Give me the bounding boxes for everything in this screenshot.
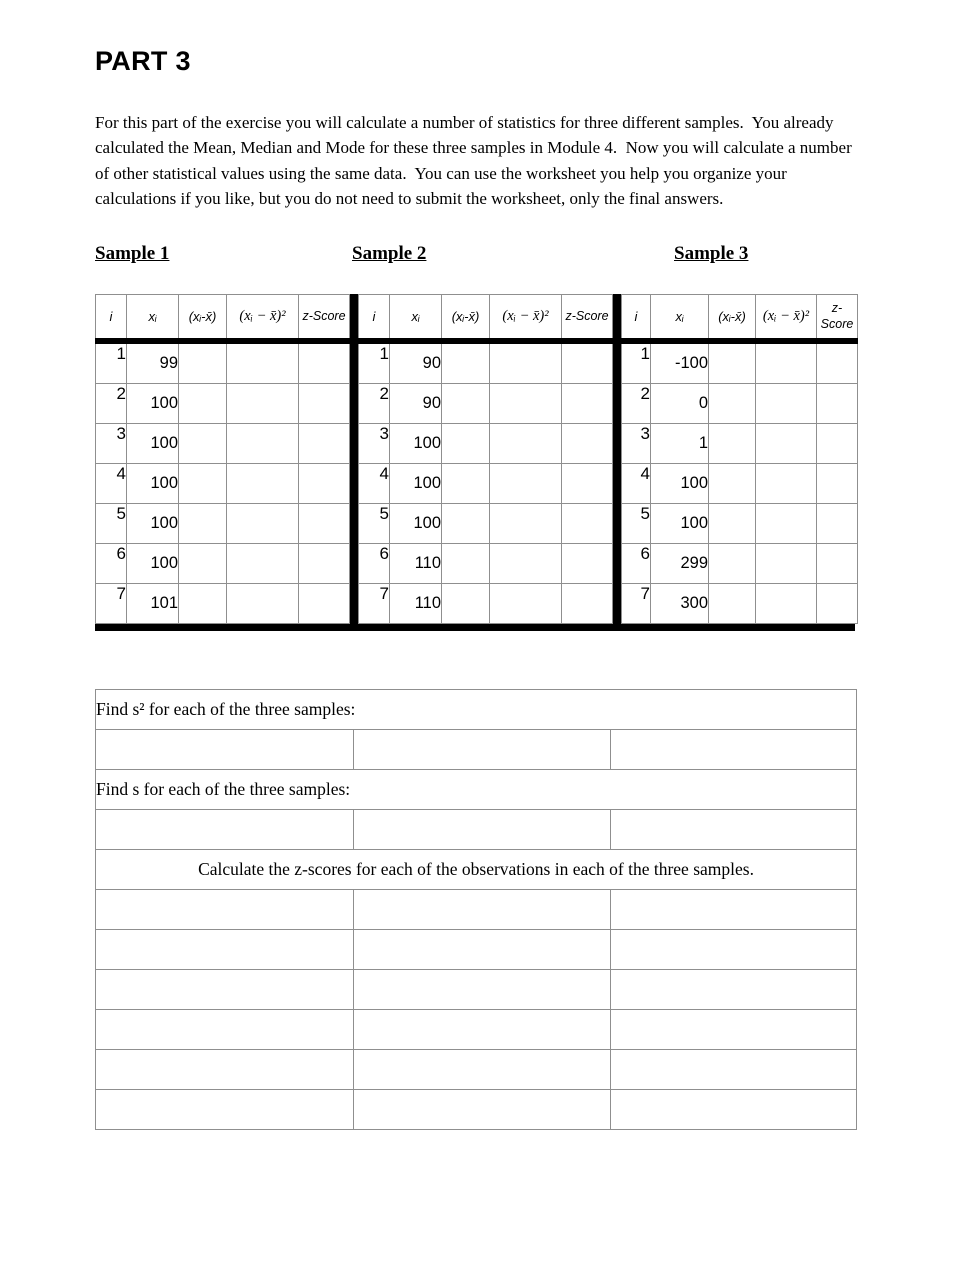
table-row [359, 341, 613, 384]
answers-blank-row [96, 890, 857, 930]
zscore-cell [299, 504, 350, 544]
header-col-deviation-squared: (xᵢ − x̄)² [756, 295, 817, 342]
xi-cell: 1 [651, 424, 709, 464]
answer-blank-cell [96, 810, 354, 850]
table-row [622, 584, 858, 624]
header-col-zscore: z-Score [817, 295, 858, 342]
intro-paragraph: For this part of the exercise you will calculate a number of statistics for three different samples. You already calculated the Mean, Median and Mode for these three samples in Module 4. Now you will calculate a number of other statistical values using the same data. You can use the worksheet you help you organize your calculations if you like, but you do not need to submit the worksheet, only the final answers. [95, 112, 856, 209]
zscore-cell [299, 341, 350, 384]
answers-table [95, 689, 857, 1130]
table-row [96, 464, 350, 504]
sample-2-heading: Sample 2 [352, 243, 427, 265]
zscore-cell [817, 504, 858, 544]
xi-cell: 100 [390, 424, 442, 464]
zscore-cell [299, 464, 350, 504]
answer-blank-cell [611, 890, 857, 930]
answers-prompt: Find s² for each of the three samples: [96, 690, 857, 730]
answers-label-row [96, 770, 857, 810]
i-cell: 3 [622, 424, 651, 464]
answers-blank-row [96, 970, 857, 1010]
zscore-cell [299, 424, 350, 464]
i-cell: 2 [96, 384, 127, 424]
i-cell: 7 [622, 584, 651, 624]
header-col-zscore: z-Score [562, 295, 613, 342]
header-col-xi: xᵢ [651, 295, 709, 342]
i-cell: 1 [96, 341, 127, 384]
xi-cell: 100 [127, 544, 179, 584]
xi-cell: 100 [127, 384, 179, 424]
deviation-cell [179, 464, 227, 504]
table-row [96, 544, 350, 584]
answer-blank-cell [611, 1010, 857, 1050]
i-cell: 5 [96, 504, 127, 544]
i-cell: 7 [359, 584, 390, 624]
table-row [359, 544, 613, 584]
answer-blank-cell [611, 970, 857, 1010]
header-col-i: i [359, 295, 390, 342]
table-separator-bar [350, 294, 358, 624]
table-row [622, 384, 858, 424]
header-col-i: i [622, 295, 651, 342]
deviation-squared-cell [490, 544, 562, 584]
zscore-cell [562, 341, 613, 384]
deviation-squared-cell [490, 504, 562, 544]
zscore-cell [299, 384, 350, 424]
deviation-cell [709, 464, 756, 504]
answer-blank-cell [96, 930, 354, 970]
i-cell: 7 [96, 584, 127, 624]
i-cell: 6 [96, 544, 127, 584]
i-cell: 2 [359, 384, 390, 424]
zscore-cell [817, 464, 858, 504]
xi-cell: 90 [390, 384, 442, 424]
xi-cell: 100 [127, 504, 179, 544]
deviation-squared-cell [490, 341, 562, 384]
header-col-deviation: (xᵢ-x̄) [709, 295, 756, 342]
answer-blank-cell [354, 970, 611, 1010]
deviation-cell [442, 384, 490, 424]
sample-3-table [621, 294, 858, 624]
i-cell: 5 [359, 504, 390, 544]
deviation-squared-cell [490, 464, 562, 504]
deviation-squared-cell [756, 424, 817, 464]
table-row [96, 424, 350, 464]
header-row [622, 295, 858, 342]
answers-blank-row [96, 1090, 857, 1130]
header-col-i: i [96, 295, 127, 342]
table-row [622, 544, 858, 584]
answer-blank-cell [354, 1010, 611, 1050]
xi-cell: 299 [651, 544, 709, 584]
table-row [359, 504, 613, 544]
deviation-squared-cell [227, 384, 299, 424]
zscore-cell [817, 424, 858, 464]
deviation-squared-cell [756, 504, 817, 544]
deviation-squared-cell [227, 544, 299, 584]
xi-cell: 100 [127, 424, 179, 464]
xi-cell: 110 [390, 584, 442, 624]
answers-label-row [96, 690, 857, 730]
deviation-squared-cell [227, 584, 299, 624]
xi-cell: -100 [651, 341, 709, 384]
answer-blank-cell [611, 1050, 857, 1090]
answer-blank-cell [354, 810, 611, 850]
i-cell: 4 [96, 464, 127, 504]
zscore-cell [817, 584, 858, 624]
sample-2-table [358, 294, 613, 624]
xi-cell: 101 [127, 584, 179, 624]
table-row [96, 384, 350, 424]
deviation-cell [442, 584, 490, 624]
table-row [359, 464, 613, 504]
table-row [359, 584, 613, 624]
deviation-cell [709, 341, 756, 384]
deviation-squared-cell [756, 341, 817, 384]
table-row [96, 504, 350, 544]
i-cell: 1 [359, 341, 390, 384]
answer-blank-cell [354, 730, 611, 770]
table-row [622, 504, 858, 544]
i-cell: 3 [359, 424, 390, 464]
header-col-deviation-squared: (xᵢ − x̄)² [490, 295, 562, 342]
deviation-squared-cell [227, 424, 299, 464]
answer-blank-cell [96, 890, 354, 930]
table-row [96, 341, 350, 384]
header-col-zscore: z-Score [299, 295, 350, 342]
deviation-cell [179, 544, 227, 584]
sample-headings [95, 243, 857, 267]
deviation-squared-cell [756, 384, 817, 424]
answer-blank-cell [96, 1010, 354, 1050]
xi-cell: 100 [651, 504, 709, 544]
answer-blank-cell [96, 1050, 354, 1090]
table-row [622, 341, 858, 384]
zscore-cell [817, 341, 858, 384]
xi-cell: 100 [651, 464, 709, 504]
i-cell: 6 [359, 544, 390, 584]
table-row [359, 384, 613, 424]
answers-blank-row [96, 1050, 857, 1090]
deviation-cell [179, 384, 227, 424]
answers-blank-row [96, 730, 857, 770]
samples-tables [95, 294, 855, 631]
i-cell: 6 [622, 544, 651, 584]
deviation-squared-cell [227, 504, 299, 544]
xi-cell: 0 [651, 384, 709, 424]
answer-blank-cell [611, 930, 857, 970]
table-row [359, 424, 613, 464]
i-cell: 4 [359, 464, 390, 504]
deviation-squared-cell [490, 424, 562, 464]
zscore-cell [562, 504, 613, 544]
header-col-xi: xᵢ [127, 295, 179, 342]
xi-cell: 100 [390, 504, 442, 544]
deviation-cell [709, 584, 756, 624]
deviation-cell [179, 584, 227, 624]
header-row [96, 295, 350, 342]
deviation-squared-cell [227, 341, 299, 384]
answer-blank-cell [96, 1090, 354, 1130]
answer-blank-cell [354, 1050, 611, 1090]
deviation-squared-cell [756, 584, 817, 624]
header-row [359, 295, 613, 342]
answer-blank-cell [611, 810, 857, 850]
sample-1-table [95, 294, 350, 624]
i-cell: 4 [622, 464, 651, 504]
answers-label-row [96, 850, 857, 890]
deviation-cell [442, 464, 490, 504]
answers-blank-row [96, 930, 857, 970]
answer-blank-cell [354, 930, 611, 970]
zscore-cell [817, 544, 858, 584]
zscore-cell [299, 544, 350, 584]
answers-blank-row [96, 1010, 857, 1050]
table-row [622, 424, 858, 464]
zscore-cell [817, 384, 858, 424]
i-cell: 3 [96, 424, 127, 464]
deviation-squared-cell [227, 464, 299, 504]
zscore-cell [562, 584, 613, 624]
zscore-cell [562, 424, 613, 464]
xi-cell: 100 [127, 464, 179, 504]
deviation-cell [709, 384, 756, 424]
deviation-cell [709, 424, 756, 464]
deviation-cell [179, 341, 227, 384]
answer-blank-cell [354, 890, 611, 930]
answers-prompt: Find s for each of the three samples: [96, 770, 857, 810]
sample-3-heading: Sample 3 [674, 243, 749, 265]
table-row [96, 584, 350, 624]
deviation-cell [709, 544, 756, 584]
xi-cell: 100 [390, 464, 442, 504]
deviation-squared-cell [490, 384, 562, 424]
xi-cell: 110 [390, 544, 442, 584]
answer-blank-cell [96, 970, 354, 1010]
xi-cell: 90 [390, 341, 442, 384]
deviation-cell [442, 341, 490, 384]
header-col-deviation: (xᵢ-x̄) [442, 295, 490, 342]
xi-cell: 300 [651, 584, 709, 624]
answers-prompt: Calculate the z-scores for each of the observations in each of the three samples. [96, 850, 857, 890]
header-col-xi: xᵢ [390, 295, 442, 342]
deviation-cell [179, 504, 227, 544]
deviation-squared-cell [756, 544, 817, 584]
page-title: PART 3 [95, 46, 191, 76]
zscore-cell [562, 544, 613, 584]
answer-blank-cell [611, 730, 857, 770]
header-col-deviation-squared: (xᵢ − x̄)² [227, 295, 299, 342]
answer-blank-cell [354, 1090, 611, 1130]
table-row [622, 464, 858, 504]
i-cell: 1 [622, 341, 651, 384]
zscore-cell [562, 384, 613, 424]
deviation-cell [442, 424, 490, 464]
header-col-deviation: (xᵢ-x̄) [179, 295, 227, 342]
sample-1-heading: Sample 1 [95, 243, 170, 265]
deviation-squared-cell [756, 464, 817, 504]
i-cell: 2 [622, 384, 651, 424]
deviation-cell [442, 544, 490, 584]
deviation-cell [179, 424, 227, 464]
table-separator-bar [613, 294, 621, 624]
zscore-cell [562, 464, 613, 504]
zscore-cell [299, 584, 350, 624]
deviation-cell [709, 504, 756, 544]
answers-blank-row [96, 810, 857, 850]
deviation-cell [442, 504, 490, 544]
xi-cell: 99 [127, 341, 179, 384]
answer-blank-cell [96, 730, 354, 770]
answer-blank-cell [611, 1090, 857, 1130]
deviation-squared-cell [490, 584, 562, 624]
i-cell: 5 [622, 504, 651, 544]
